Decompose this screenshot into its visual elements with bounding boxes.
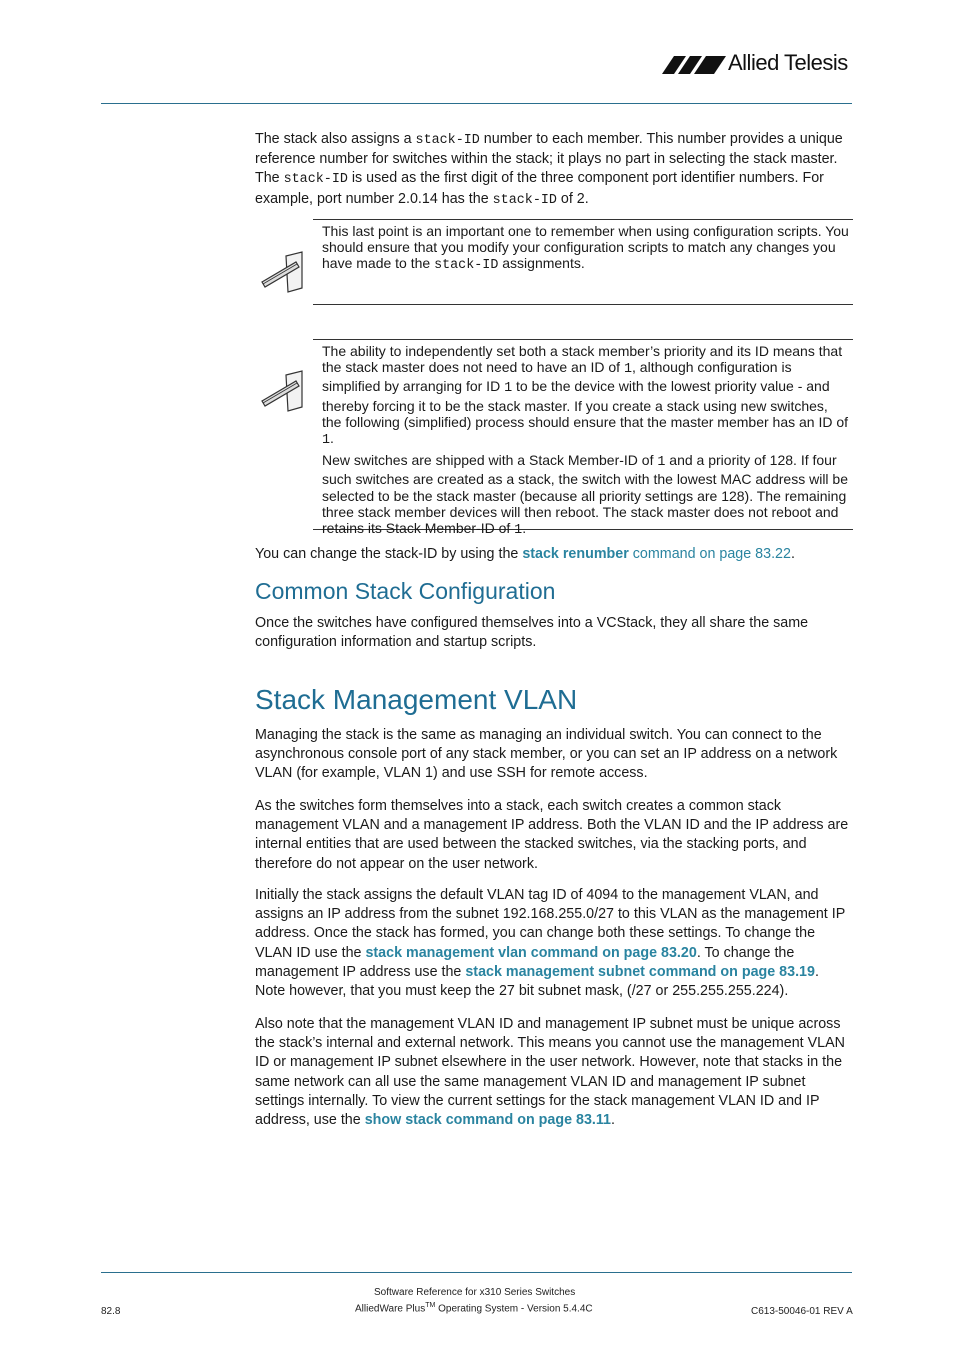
- page-number: 82.8: [101, 1306, 121, 1317]
- header-rule: [101, 103, 852, 104]
- note-text: This last point is an important one to remember when using configuration scripts. You should ensure that you modify your configuration scripts to match any changes you have made to the stack-ID assignments.: [322, 223, 849, 274]
- vlan-section: [255, 684, 853, 716]
- vlan-paragraph-1: Managing the stack is the same as managing an individual switch. You can connect to the asynchronous console port of any stack member, or you can set an IP address on a network VLAN (for example, VLAN 1) and use SSH for remote access.: [255, 727, 838, 782]
- page-title: Stack Management VLAN: [255, 684, 578, 715]
- stack-management-subnet-link[interactable]: stack management subnet command on page 83.19: [465, 963, 815, 980]
- vlan-paragraph-2: As the switches form themselves into a stack, each switch creates a common stack management VLAN and a management IP address. Both the VLAN ID and the IP address are internal entities that are used between the stacked switches, via the stacking ports, and therefore do not appear on the user network.: [255, 798, 849, 872]
- brand-name: Allied Telesis: [728, 50, 848, 75]
- stack-management-vlan-link[interactable]: stack management vlan command on page 83.20: [365, 944, 697, 961]
- vlan-paragraph-3: Initially the stack assigns the default VLAN tag ID of 4094 to the management VLAN, and assigns an IP address from the subnet 192.168.255.0/27 to this VLAN as the management IP address. Once the stack has formed, you can change both these settings. To change the VLAN ID use the stack management vlan command on page 83.20. To change the management IP address use the stack management subnet command on page 83.19. Note however, that you must keep the 27 bit subnet mask, (/27 or 255.255.255.224).: [255, 887, 845, 1000]
- footer-product: AlliedWare Plus™ Operating System - Version 5.4.4C: [355, 1302, 593, 1315]
- section-heading: Common Stack Configuration: [255, 578, 556, 604]
- note-box: [313, 219, 853, 305]
- document-id: C613-50046-01 REV A: [751, 1306, 853, 1317]
- note-text: The ability to independently set both a stack member’s priority and its ID means that the stack master does not need to have an ID of 1, although configuration is simplified by arranging for ID 1 to be the device with the lowest priority value - and thereby forcing it to be the stack master. If you create a stack using new switches, the following (simplified) process should ensure that the master member has an ID of 1. New switches are shipped with a Stack Member-ID of 1 and a priority of 128. If four such switches are created as a stack, the switch with the lowest MAC address will be selected to be the stack master (because all priority settings are 128). The remaining three stack member devices will then reboot. The stack master does not reboot and retains its Stack Member-ID of 1.: [322, 343, 849, 539]
- common-config-section: [255, 578, 853, 605]
- common-config-paragraph: Once the switches have configured themselves into a VCStack, they all share the same configuration information and startup scripts.: [255, 615, 809, 651]
- pen-note-icon: [258, 250, 308, 294]
- pen-note-icon: [258, 369, 308, 413]
- note-box: [313, 339, 853, 539]
- footer-rule: [101, 1272, 852, 1273]
- stack-renumber-link[interactable]: stack renumber command on page 83.22: [522, 546, 791, 562]
- renumber-paragraph: You can change the stack-ID by using the stack renumber command on page 83.22.: [255, 546, 795, 562]
- footer-title: Software Reference for x310 Series Switches: [374, 1287, 576, 1298]
- show-stack-link[interactable]: show stack command on page 83.11: [364, 1112, 612, 1129]
- intro-paragraph: The stack also assigns a stack-ID number to each member. This number provides a unique reference number for switches within the stack; it plays no part in selecting the stack master. The stack-ID is used as the first digit of the three component port identifier numbers. For example, port number 2.0.14 has the stack-ID of 2.: [255, 131, 843, 208]
- vlan-paragraph-4: Also note that the management VLAN ID and management IP subnet must be unique across the stack’s internal and external network. This means you cannot use the management VLAN ID or management IP subnet elsewhere in the user network. However, note that stacks in the same network can all use the same management VLAN ID and management IP subnet settings internally. To view the current settings for the stack management VLAN ID and IP address, use the show stack command on page 83.11.: [255, 1016, 845, 1129]
